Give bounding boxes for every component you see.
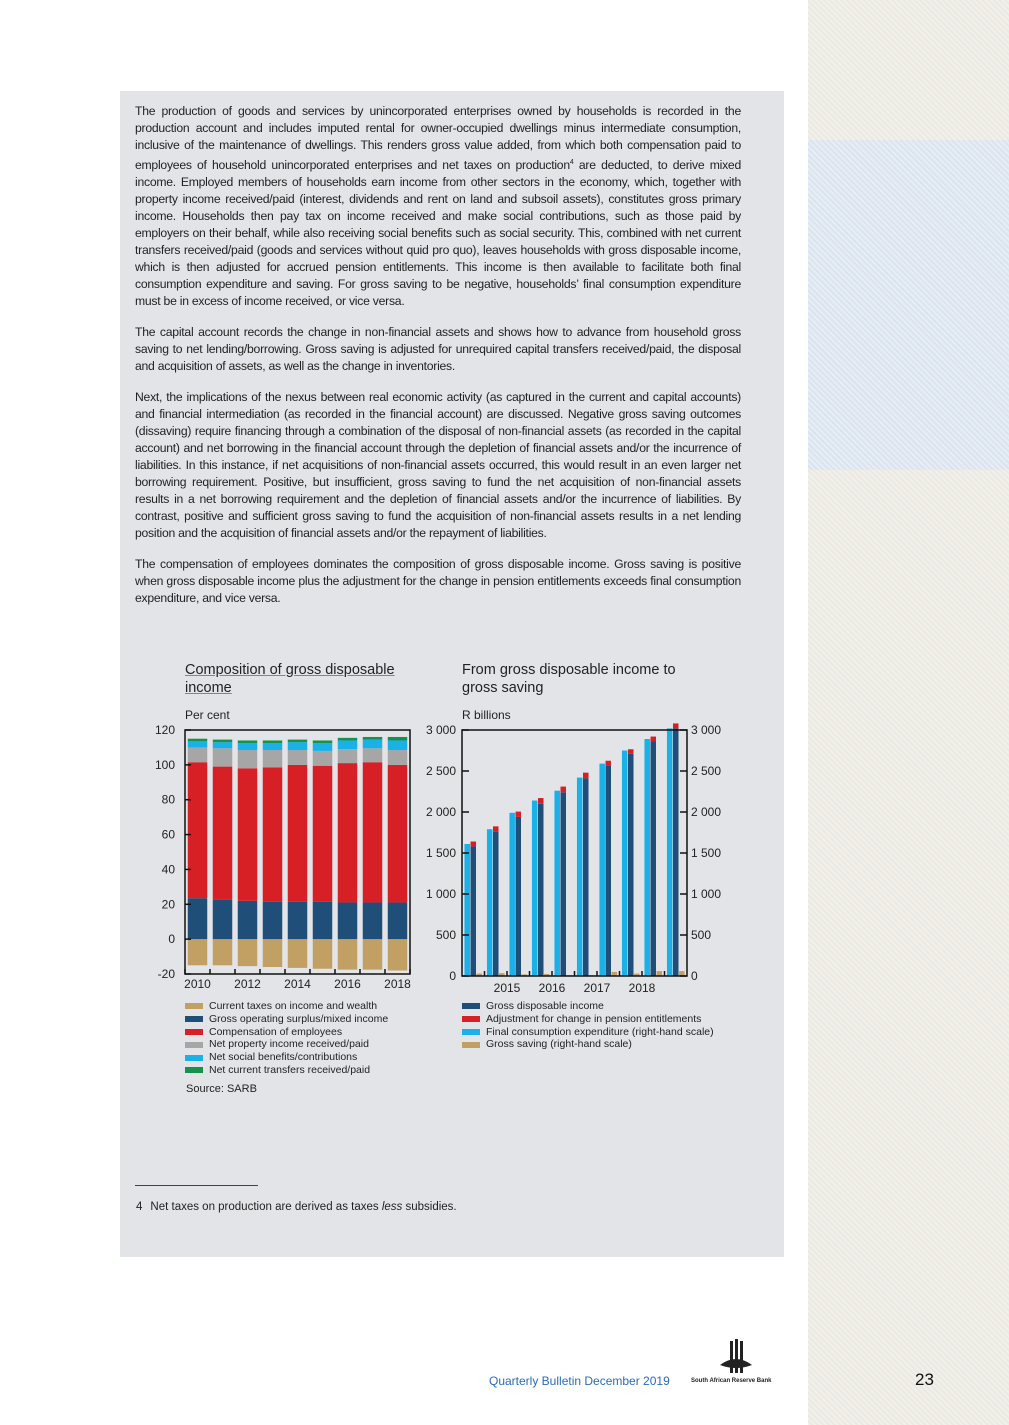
bar-segment	[313, 939, 333, 969]
bar-segment	[213, 748, 233, 766]
body-text	[135, 103, 741, 621]
bar-gross-disposable-income	[583, 778, 589, 976]
right-chart-title: From gross disposable income to gross saving	[462, 662, 676, 696]
x-tick-label: 2012	[234, 977, 261, 991]
chart-source: Source: SARB	[186, 1083, 257, 1095]
bar-segment	[213, 900, 233, 939]
bar-segment	[288, 750, 308, 765]
bar-segment	[363, 903, 383, 940]
bar-segment	[213, 939, 233, 965]
footnote-text-b: subsidies.	[402, 1201, 457, 1213]
bar-segment	[188, 762, 208, 898]
paragraph-3: Next, the implications of the nexus between real economic activity (as captured in the current and capital accounts) and financial intermediation (as recorded in the financial account) are discussed. Negative gross saving outcomes (dissaving) require financing through a combination of the disposal of non-financial assets (as recorded in the capital account) and net borrowing in the financial account through the depletion of financial assets and/or the incurrence of liabilities. In this instance, if net acquisitions of non-financial assets occurred, this would result in an even larger net borrowing requirement. Positive, but insufficient, gross saving to fund the net acquisition of non-financial assets results in a net borrowing requirement and the depletion of financial assets and/or the incurrence of liabilities. By contrast, positive and sufficient gross saving to fund the acquisition of non-financial assets results in a net lending position and the acquisition of financial assets and/or the repayment of liabilities.	[135, 390, 741, 541]
bar-gross-disposable-income	[628, 754, 634, 976]
bar-final-consumption	[622, 751, 628, 977]
bar-segment	[338, 939, 358, 970]
left-legend-item	[185, 1051, 388, 1064]
y-tick-label: 3 000	[425, 723, 456, 737]
paragraph-4: The compensation of employees dominates the composition of gross disposable income. Gross saving is positive when gross disposable income plus the adjustment for the change in pension entitlements exceeds final consumption expenditure, and vice versa.	[135, 557, 741, 606]
bar-segment	[288, 765, 308, 902]
legend-label: Gross saving (right-hand scale)	[486, 1038, 632, 1051]
y2-tick-label: 2 000	[691, 805, 722, 819]
bar-segment	[313, 902, 333, 939]
bar-pension-adjustment	[651, 737, 657, 742]
legend-swatch	[185, 1016, 203, 1022]
legend-label: Net property income received/paid	[209, 1038, 369, 1051]
bar-segment	[288, 902, 308, 939]
bar-gross-disposable-income	[673, 728, 679, 976]
bar-gross-disposable-income	[561, 792, 567, 976]
bar-segment	[338, 738, 358, 741]
y-tick-label: 40	[161, 862, 175, 877]
y-tick-label: 80	[161, 792, 175, 807]
bar-segment	[388, 939, 408, 970]
legend-label: Gross operating surplus/mixed income	[209, 1012, 389, 1025]
left-chart	[140, 718, 430, 1000]
legend-swatch	[185, 1029, 203, 1035]
left-legend-item	[185, 1013, 388, 1026]
bar-final-consumption	[599, 764, 605, 976]
bar-final-consumption	[644, 739, 650, 976]
bar-segment	[388, 765, 408, 903]
left-chart-title	[185, 661, 425, 697]
left-chart-unit: Per cent	[185, 708, 230, 722]
bar-segment	[388, 750, 408, 765]
bar-gross-disposable-income	[471, 846, 477, 976]
y2-tick-label: 3 000	[691, 723, 722, 737]
legend-label: Compensation of employees	[209, 1025, 343, 1038]
bar-segment	[263, 740, 283, 743]
bar-segment	[363, 748, 383, 762]
legend-label: Net social benefits/contributions	[209, 1051, 358, 1064]
right-chart-unit: R billions	[462, 708, 511, 722]
bar-segment	[238, 939, 258, 966]
left-legend-item	[185, 1064, 388, 1077]
bar-pension-adjustment	[538, 798, 544, 804]
footnote-number: 4	[136, 1201, 143, 1213]
bar-final-consumption	[667, 728, 673, 976]
bar-final-consumption	[464, 844, 470, 976]
legend-swatch	[462, 1016, 480, 1022]
bar-segment	[213, 767, 233, 900]
bar-pension-adjustment	[583, 773, 589, 779]
footnote-text-em: less	[381, 1201, 403, 1213]
y-tick-label: -20	[157, 967, 175, 981]
left-chart-title-text: Composition of gross disposable income	[185, 662, 395, 696]
bar-final-consumption	[532, 801, 538, 976]
paragraph-1-part-a: The production of goods and services by unincorporated enterprises owned by households is recorded in the production account and includes imputed rental for owner-occupied dwellings minus intermediate consumption, inclusive of the maintenance of dwellings. This renders gross value added, from which both compensation paid to employees of household unincorporated enterprises and net taxes on production	[135, 104, 741, 173]
y2-tick-label: 1 500	[691, 846, 722, 860]
y-tick-label: 20	[161, 897, 175, 912]
y-tick-label: 0	[449, 969, 456, 983]
y2-tick-label: 2 500	[691, 764, 722, 778]
bar-segment	[263, 743, 283, 750]
bar-segment	[313, 743, 333, 751]
bar-segment	[338, 740, 358, 749]
y-tick-label: 0	[168, 932, 175, 947]
x-tick-label: 2014	[284, 977, 311, 991]
bar-segment	[313, 740, 333, 743]
bar-segment	[338, 903, 358, 940]
footnote	[136, 1201, 457, 1213]
bar-gross-disposable-income	[516, 817, 522, 976]
legend-label: Adjustment for change in pension entitlements	[486, 1012, 702, 1025]
bar-gross-disposable-income	[493, 832, 499, 976]
footnote-ref[interactable]: 4	[569, 159, 574, 166]
left-legend-item	[185, 1026, 388, 1039]
bar-segment	[388, 903, 408, 940]
bar-segment	[188, 739, 208, 742]
y2-tick-label: 500	[691, 928, 712, 942]
bar-segment	[188, 741, 208, 747]
decorative-side-strip	[808, 0, 1009, 1425]
bar-segment	[188, 939, 208, 965]
bar-segment	[213, 740, 233, 743]
bar-segment	[288, 939, 308, 968]
bar-segment	[263, 767, 283, 901]
y2-tick-label: 0	[691, 969, 698, 983]
decorative-blue-band	[808, 140, 1009, 470]
bar-pension-adjustment	[606, 761, 612, 766]
bar-pension-adjustment	[516, 812, 522, 817]
y-tick-label: 1 500	[425, 846, 456, 860]
legend-swatch	[185, 1042, 203, 1048]
y-tick-label: 120	[154, 723, 175, 737]
legend-label: Gross disposable income	[486, 1000, 604, 1012]
bar-segment	[263, 939, 283, 967]
legend-swatch	[185, 1067, 203, 1073]
footer-publication: Quarterly Bulletin December 2019	[489, 1374, 670, 1388]
y-tick-label: 60	[161, 827, 175, 842]
logo-text: South African Reserve Bank	[691, 1378, 772, 1384]
page-number: 23	[915, 1370, 934, 1389]
right-chart	[415, 718, 735, 1000]
bar-pension-adjustment	[628, 749, 634, 754]
bar-segment	[238, 743, 258, 750]
left-legend-item	[185, 1000, 388, 1013]
right-legend-item	[462, 1000, 714, 1013]
right-legend-item	[462, 1026, 714, 1039]
legend-label: Current taxes on income and wealth	[209, 1000, 378, 1012]
bar-segment	[238, 901, 258, 939]
bar-pension-adjustment	[561, 787, 567, 793]
y-tick-label: 100	[154, 757, 175, 772]
bar-segment	[288, 742, 308, 750]
bar-final-consumption	[577, 778, 583, 976]
bar-segment	[263, 750, 283, 767]
bar-segment	[338, 749, 358, 763]
bar-segment	[388, 737, 408, 740]
bar-segment	[363, 737, 383, 740]
right-chart-legend	[462, 1000, 714, 1051]
bar-pension-adjustment	[673, 723, 679, 728]
y-tick-label: 2 000	[425, 805, 456, 819]
y-tick-label: 1 000	[425, 887, 456, 901]
paragraph-1-part-b: are deducted, to derive mixed income. Employed members of households earn income from other sectors in the economy, which, together with property income received/paid (interest, dividends and rent on land and subsoil assets), constitutes gross primary income. Households then pay tax on income received and make social contributions, such as those paid by employers on their behalf, while also receiving social benefits such as social security. This, combined with net current transfers received/paid (goods and services without quid pro quo), leaves households with gross disposable income, which is then adjusted for accrued pension entitlements. This income is then available to facilitate both final consumption expenditure and saving. For gross saving to be negative, households’ final consumption expenditure must be in excess of income received, or vice versa.	[135, 158, 741, 309]
bar-segment	[238, 740, 258, 743]
x-tick-label: 2015	[493, 981, 521, 995]
bar-segment	[388, 740, 408, 750]
bar-final-consumption	[554, 791, 560, 976]
footnote-divider	[135, 1185, 258, 1186]
paragraph-2: The capital account records the change in non-financial assets and shows how to advance from household gross saving to net lending/borrowing. Gross saving is adjusted for unrequired capital transfers received/paid, the disposal and acquisition of assets, as well as the change in inventories.	[135, 325, 741, 374]
footnote-text-a: Net taxes on production are derived as taxes	[150, 1201, 382, 1213]
x-tick-label: 2018	[384, 977, 411, 991]
x-tick-label: 2010	[184, 977, 211, 991]
bar-pension-adjustment	[471, 842, 477, 847]
bar-segment	[313, 766, 333, 902]
legend-swatch	[462, 1003, 480, 1009]
bar-gross-disposable-income	[606, 765, 612, 976]
bar-pension-adjustment	[493, 826, 499, 831]
y2-tick-label: 1 000	[691, 887, 722, 901]
bar-segment	[238, 768, 258, 900]
x-tick-label: 2018	[628, 981, 656, 995]
left-legend-item	[185, 1038, 388, 1051]
bar-segment	[263, 902, 283, 939]
bar-segment	[238, 750, 258, 768]
bar-gross-disposable-income	[538, 804, 544, 976]
bar-segment	[363, 740, 383, 749]
bar-segment	[188, 747, 208, 762]
bar-segment	[288, 740, 308, 743]
bar-segment	[338, 763, 358, 902]
paragraph-1	[135, 103, 741, 310]
y-tick-label: 500	[435, 928, 456, 942]
bar-segment	[213, 742, 233, 748]
y-tick-label: 2 500	[425, 764, 456, 778]
bar-segment	[363, 939, 383, 970]
legend-label: Final consumption expenditure (right-hand scale)	[486, 1025, 714, 1038]
bar-gross-disposable-income	[651, 741, 657, 976]
right-legend-item	[462, 1013, 714, 1026]
bar-final-consumption	[509, 813, 515, 976]
legend-label: Net current transfers received/paid	[209, 1063, 371, 1076]
bar-segment	[313, 751, 333, 766]
legend-swatch	[185, 1055, 203, 1061]
bar-final-consumption	[487, 829, 493, 976]
right-legend-item	[462, 1038, 714, 1051]
x-tick-label: 2016	[334, 977, 361, 991]
left-chart-legend	[185, 1000, 388, 1077]
legend-swatch	[462, 1042, 480, 1048]
legend-swatch	[185, 1003, 203, 1009]
legend-swatch	[462, 1029, 480, 1035]
bar-segment	[363, 762, 383, 902]
x-tick-label: 2017	[583, 981, 611, 995]
x-tick-label: 2016	[538, 981, 566, 995]
